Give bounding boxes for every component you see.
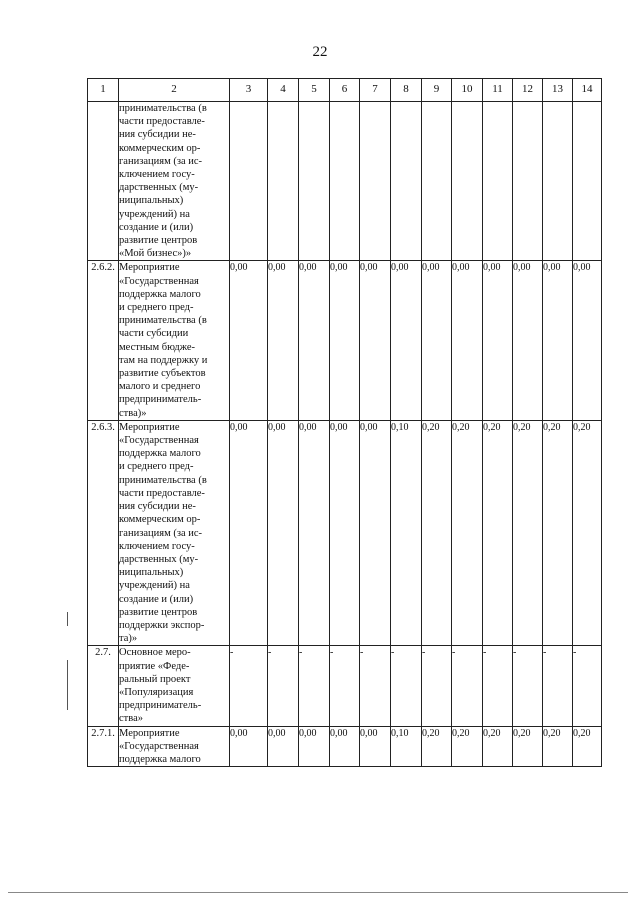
description-line: та)»: [119, 633, 138, 645]
description-line: приятие «Феде-: [119, 660, 190, 672]
value-cell: -: [391, 646, 422, 726]
value-cell: [452, 102, 483, 261]
description-line: «Государственная: [119, 275, 199, 287]
description-line: ральный проект: [119, 673, 191, 685]
description-line: принимательства (в: [119, 474, 207, 486]
column-header: 2: [119, 79, 230, 102]
description-cell: [119, 102, 230, 261]
value-cell: 0,20: [483, 726, 513, 767]
row-number-cell: [88, 102, 119, 261]
value-cell: -: [452, 646, 483, 726]
description-line: развитие центров: [119, 235, 198, 247]
description-line: предприниматель-: [119, 700, 202, 712]
column-header: 10: [452, 79, 483, 102]
description-line: ключением госу-: [119, 169, 195, 181]
description-line: ния субсидии не-: [119, 129, 196, 141]
column-header: 14: [573, 79, 602, 102]
row-number-cell: 2.7.: [88, 646, 119, 726]
description-line: предприниматель-: [119, 394, 202, 406]
table-row: [88, 726, 602, 767]
description-line: «Популяризация: [119, 686, 194, 698]
description-line: там на поддержку и: [119, 354, 208, 366]
value-cell: 0,00: [330, 420, 360, 645]
value-cell: -: [543, 646, 573, 726]
value-cell: 0,10: [391, 726, 422, 767]
row-number-cell: 2.6.3.: [88, 420, 119, 645]
value-cell: 0,00: [330, 261, 360, 420]
value-cell: 0,00: [268, 420, 299, 645]
value-cell: 0,10: [391, 420, 422, 645]
description-line: поддержка малого: [119, 753, 201, 765]
value-cell: [330, 102, 360, 261]
description-line: развитие центров: [119, 606, 198, 618]
value-cell: 0,00: [230, 726, 268, 767]
value-cell: -: [299, 646, 330, 726]
value-cell: 0,20: [573, 420, 602, 645]
description-line: учреждений) на: [119, 580, 190, 592]
description-line: принимательства (в: [119, 315, 207, 327]
description-line: создание и (или): [119, 593, 194, 605]
description-line: и среднего пред-: [119, 461, 194, 473]
value-cell: 0,20: [573, 726, 602, 767]
value-cell: -: [268, 646, 299, 726]
value-cell: 0,00: [360, 726, 391, 767]
description-line: поддержка малого: [119, 288, 201, 300]
description-cell: [119, 726, 230, 767]
table-header-row: [88, 79, 602, 102]
value-cell: 0,00: [573, 261, 602, 420]
column-header: 7: [360, 79, 391, 102]
column-header: 8: [391, 79, 422, 102]
description-line: коммерческим ор-: [119, 514, 201, 526]
description-cell: [119, 261, 230, 420]
table-row: [88, 420, 602, 645]
value-cell: 0,00: [360, 420, 391, 645]
value-cell: 0,20: [422, 726, 452, 767]
value-cell: 0,00: [391, 261, 422, 420]
row-number-cell: 2.6.2.: [88, 261, 119, 420]
description-line: «Государственная: [119, 435, 199, 447]
value-cell: [360, 102, 391, 261]
description-line: ства)»: [119, 407, 147, 419]
description-line: дарственных (му-: [119, 553, 199, 565]
description-line: коммерческим ор-: [119, 142, 201, 154]
description-line: поддержки экспор-: [119, 619, 205, 631]
value-cell: 0,00: [543, 261, 573, 420]
description-line: Мероприятие: [119, 421, 180, 433]
value-cell: 0,00: [483, 261, 513, 420]
value-cell: 0,20: [513, 726, 543, 767]
value-cell: 0,00: [268, 726, 299, 767]
value-cell: 0,20: [483, 420, 513, 645]
column-header: 9: [422, 79, 452, 102]
value-cell: [573, 102, 602, 261]
budget-table: [87, 78, 602, 767]
table-row: [88, 261, 602, 420]
value-cell: -: [230, 646, 268, 726]
value-cell: -: [513, 646, 543, 726]
value-cell: -: [573, 646, 602, 726]
description-line: ства»: [119, 713, 143, 725]
column-header: 13: [543, 79, 573, 102]
value-cell: 0,00: [299, 726, 330, 767]
description-cell: [119, 646, 230, 726]
description-line: Мероприятие: [119, 727, 180, 739]
value-cell: [391, 102, 422, 261]
value-cell: [543, 102, 573, 261]
table-row: [88, 102, 602, 261]
value-cell: -: [422, 646, 452, 726]
column-header: 5: [299, 79, 330, 102]
margin-mark: [67, 660, 68, 710]
page-number: 22: [312, 44, 328, 60]
description-cell: [119, 420, 230, 645]
description-line: учреждений) на: [119, 208, 190, 220]
value-cell: 0,20: [513, 420, 543, 645]
value-cell: -: [330, 646, 360, 726]
column-header: 1: [88, 79, 119, 102]
value-cell: 0,00: [230, 261, 268, 420]
table-body: [88, 102, 602, 767]
value-cell: 0,00: [330, 726, 360, 767]
value-cell: [268, 102, 299, 261]
column-header: 12: [513, 79, 543, 102]
value-cell: [483, 102, 513, 261]
value-cell: 0,00: [422, 261, 452, 420]
description-line: развитие субъектов: [119, 368, 206, 380]
description-line: поддержка малого: [119, 448, 201, 460]
column-header: 11: [483, 79, 513, 102]
value-cell: 0,20: [452, 420, 483, 645]
description-line: «Государственная: [119, 740, 199, 752]
description-line: малого и среднего: [119, 381, 201, 393]
description-line: принимательства (в: [119, 103, 207, 114]
value-cell: 0,20: [422, 420, 452, 645]
column-header: 6: [330, 79, 360, 102]
description-line: ганизациям (за ис-: [119, 155, 203, 167]
value-cell: -: [483, 646, 513, 726]
description-line: и среднего пред-: [119, 302, 194, 314]
column-header: 3: [230, 79, 268, 102]
description-line: «Мой бизнес»)»: [119, 248, 192, 260]
value-cell: -: [360, 646, 391, 726]
description-line: дарственных (му-: [119, 182, 199, 194]
description-line: части предоставле-: [119, 116, 205, 128]
description-line: ганизациям (за ис-: [119, 527, 203, 539]
value-cell: 0,20: [543, 726, 573, 767]
scan-edge-rule: [8, 892, 628, 893]
description-line: ниципальных): [119, 195, 184, 207]
description-line: ключением госу-: [119, 540, 195, 552]
description-line: части предоставле-: [119, 487, 205, 499]
value-cell: 0,00: [299, 420, 330, 645]
value-cell: [513, 102, 543, 261]
margin-mark: [67, 612, 68, 626]
row-number-cell: 2.7.1.: [88, 726, 119, 767]
value-cell: [422, 102, 452, 261]
value-cell: 0,00: [230, 420, 268, 645]
value-cell: 0,00: [360, 261, 391, 420]
value-cell: 0,20: [452, 726, 483, 767]
column-header: 4: [268, 79, 299, 102]
value-cell: [230, 102, 268, 261]
value-cell: [299, 102, 330, 261]
description-line: ниципальных): [119, 567, 184, 579]
value-cell: 0,00: [299, 261, 330, 420]
table-row: [88, 646, 602, 726]
value-cell: 0,00: [268, 261, 299, 420]
value-cell: 0,00: [513, 261, 543, 420]
description-line: части субсидии: [119, 328, 189, 340]
value-cell: 0,00: [452, 261, 483, 420]
description-line: создание и (или): [119, 221, 194, 233]
description-line: Основное меро-: [119, 647, 191, 659]
description-line: ния субсидии не-: [119, 501, 196, 513]
description-line: Мероприятие: [119, 262, 180, 274]
description-line: местным бюдже-: [119, 341, 196, 353]
value-cell: 0,20: [543, 420, 573, 645]
